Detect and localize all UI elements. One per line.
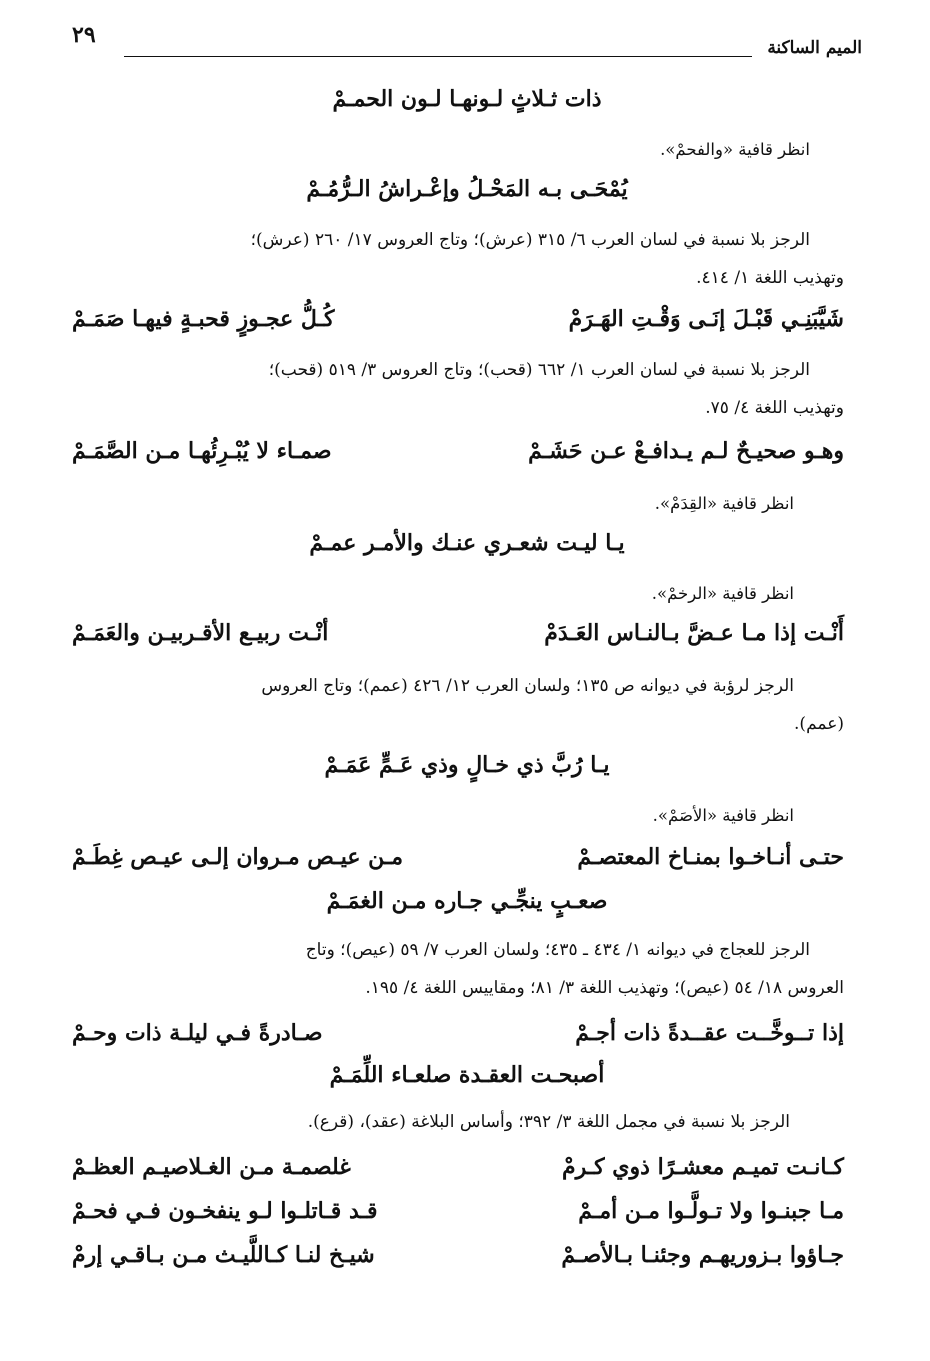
page-header <box>72 22 862 62</box>
verse-pair <box>72 438 844 472</box>
verse-line: يـا رُبَّ ذي خـالٍ وذي عَـمٍّ عَمَـمْ <box>324 752 610 778</box>
verse-pair <box>72 844 844 878</box>
cross-reference: انظر قافية «الأصَمْ». <box>652 806 794 825</box>
verse-hemistich-right: جـاؤوا بـزوريهـم وجئنـا بـالأصـمْ <box>561 1242 844 1268</box>
verse-hemistich-right: أَنْـت إذا مـا عـضَّ بـالنـاس العَـدَمْ <box>544 620 844 646</box>
verse-line: يـا ليـت شعـري عنـك والأمـر عمـمْ <box>309 530 625 556</box>
verse-pair <box>72 1198 844 1232</box>
verse-pair <box>72 1242 844 1276</box>
verse-hemistich-right: شَيَّبَنِـي قَبْـلَ إنَـى وَقْـتِ الهَـرَمْ <box>568 306 844 332</box>
verse-line: يُمْحَـى بـه المَحْـلُ وإعْـراشُ الـرُّمُـمْ <box>306 176 628 202</box>
running-title: الميم الساكنة <box>767 38 862 58</box>
verse-hemistich-left: صـادرةً فـي ليلـة ذات وحـمْ <box>72 1020 323 1046</box>
cross-reference: انظر قافية «الرخمْ». <box>651 584 794 603</box>
verse-hemistich-right: كـانـت تميـم معشـرًا ذوي كـرمْ <box>561 1154 844 1180</box>
source-note-line: وتهذيب اللغة ١/ ٤١٤. <box>696 268 844 288</box>
verse-line: صعـبٍ ينجِّـي جـاره مـن الغمَـمْ <box>326 888 608 914</box>
verse-line: ذات ثـلاثٍ لـونهـا لـون الحمـمْ <box>332 86 602 112</box>
source-note-line: الرجز بلا نسبة في لسان العرب ٦/ ٣١٥ (عرش)؛ وتاج العروس ١٧/ ٢٦٠ (عرش)؛ <box>250 230 810 250</box>
verse-hemistich-right: مـا جبنـوا ولا تـولَّـوا مـن أمـمْ <box>578 1198 844 1224</box>
verse-hemistich-left: صمـاء لا يُبْـرِئُهـا مـن الصَّمَـمْ <box>72 438 332 464</box>
source-note-line: الرجز بلا نسبة في مجمل اللغة ٣/ ٣٩٢؛ وأساس البلاغة (عقد)، (قرع). <box>307 1112 790 1132</box>
source-note-line: العروس ١٨/ ٥٤ (عيص)؛ وتهذيب اللغة ٣/ ٨١؛ ومقاييس اللغة ٤/ ١٩٥. <box>365 978 844 998</box>
source-note-line: الرجز للعجاج في ديوانه ١/ ٤٣٤ ـ ٤٣٥؛ ولسان العرب ٧/ ٥٩ (عيص)؛ وتاج <box>305 940 810 960</box>
verse-hemistich-left: مـن عيـص مـروان إلـى عيـص غِطَـمْ <box>72 844 404 870</box>
verse-pair <box>72 1020 844 1054</box>
verse-hemistich-right: إذا تــوخَّــت عقــدةً ذات أجـمْ <box>575 1020 844 1046</box>
verse-pair <box>72 1154 844 1188</box>
verse-hemistich-left: قـد قـاتلـوا لـو ينفخـون فـي فحـمْ <box>72 1198 378 1224</box>
source-note-line: الرجز بلا نسبة في لسان العرب ١/ ٦٦٢ (قحب)؛ وتاج العروس ٣/ ٥١٩ (قحب)؛ <box>268 360 810 380</box>
page-number: ٢٩ <box>72 22 96 48</box>
verse-hemistich-right: حتـى أنـاخـوا بمنـاخ المعتصـمْ <box>577 844 844 870</box>
verse-hemistich-right: وهـو صحيـحٌ لـم يـدافـعْ عـن حَشَـمْ <box>528 438 844 464</box>
verse-hemistich-left: كُـلُّ عجـوزٍ قحبـةٍ فيهـا صَمَـمْ <box>72 306 335 332</box>
verse-hemistich-left: شيـخ لنـا كـاللَّيـث مـن بـاقـي إرمْ <box>72 1242 375 1268</box>
verse-hemistich-left: غلصمـة مـن الغـلاصيـم العظـمْ <box>72 1154 351 1180</box>
source-note-line: وتهذيب اللغة ٤/ ٧٥. <box>705 398 844 418</box>
verse-pair <box>72 620 844 654</box>
source-note-line: (عمم). <box>794 714 844 734</box>
header-rule <box>124 56 752 57</box>
source-note-line: الرجز لرؤبة في ديوانه ص ١٣٥؛ ولسان العرب ١٢/ ٤٢٦ (عمم)؛ وتاج العروس <box>261 676 794 696</box>
cross-reference: انظر قافية «القِدَمْ». <box>654 494 794 513</box>
verse-line: أصبحـت العقـدة صلعـاء اللِّمَـمْ <box>329 1062 605 1088</box>
cross-reference: انظر قافية «والفحمْ». <box>660 140 810 159</box>
verse-pair <box>72 306 844 340</box>
verse-hemistich-left: أنْـت ربيـع الأقـربيـن والعَمَـمْ <box>72 620 329 646</box>
